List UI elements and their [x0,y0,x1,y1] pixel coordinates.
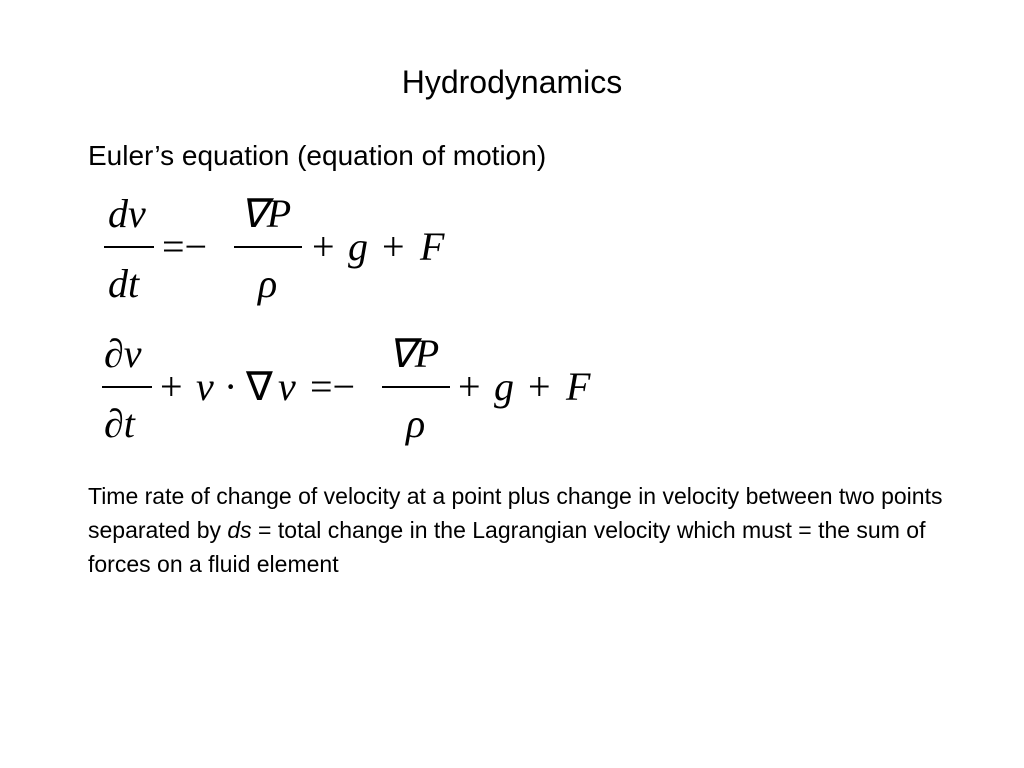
eq2-rhs-fraction-bar [382,386,450,388]
euler-equation-total-derivative [100,190,480,310]
eq1-equals-minus: =− [162,224,208,269]
eq1-lhs-denominator: dt [108,261,140,306]
eq2-velocity-2: v [278,364,296,409]
eq2-plus-1: + [458,364,481,409]
eq2-rhs-numerator: ∇P [388,331,440,376]
eq2-velocity-1: v [196,364,214,409]
eq2-nabla: ∇ [246,364,273,409]
eq2-lhs-denominator: ∂t [104,401,135,446]
euler-equation-partial-derivative [100,330,640,450]
eq1-rhs-denominator: ρ [258,261,278,306]
eq2-dot-operator: · [224,364,238,409]
eq1-lhs-numerator: dv [108,191,146,236]
paragraph-text-1: Time rate of change of velocity at a point plus change in velocity between two points separated by [88,483,943,543]
eq1-force: F [420,224,445,269]
paragraph-text-2: = total change in the Lagrangian velocity which must = the sum of forces on a fluid element [88,517,926,577]
eq1-rhs-fraction-bar [234,246,302,248]
eq2-force: F [566,364,591,409]
paragraph-emphasis-ds: ds [227,517,252,543]
eq2-gravity: g [494,364,514,409]
eq2-plus-2: + [528,364,551,409]
eq2-rhs-denominator: ρ [406,401,426,446]
slide-title: Hydrodynamics [401,64,623,100]
eq2-equals-minus: =− [310,364,356,409]
eq1-plus-2: + [382,224,405,269]
explanation-paragraph [88,479,988,581]
slide-subtitle: Euler’s equation (equation of motion) [88,140,547,171]
eq1-rhs-numerator: ∇P [240,191,292,236]
eq2-plus-0: + [160,364,183,409]
eq1-gravity: g [348,224,368,269]
eq2-lhs-numerator: ∂v [104,331,142,376]
eq1-plus-1: + [312,224,335,269]
eq1-lhs-fraction-bar [104,246,154,248]
eq2-lhs-fraction-bar [102,386,152,388]
